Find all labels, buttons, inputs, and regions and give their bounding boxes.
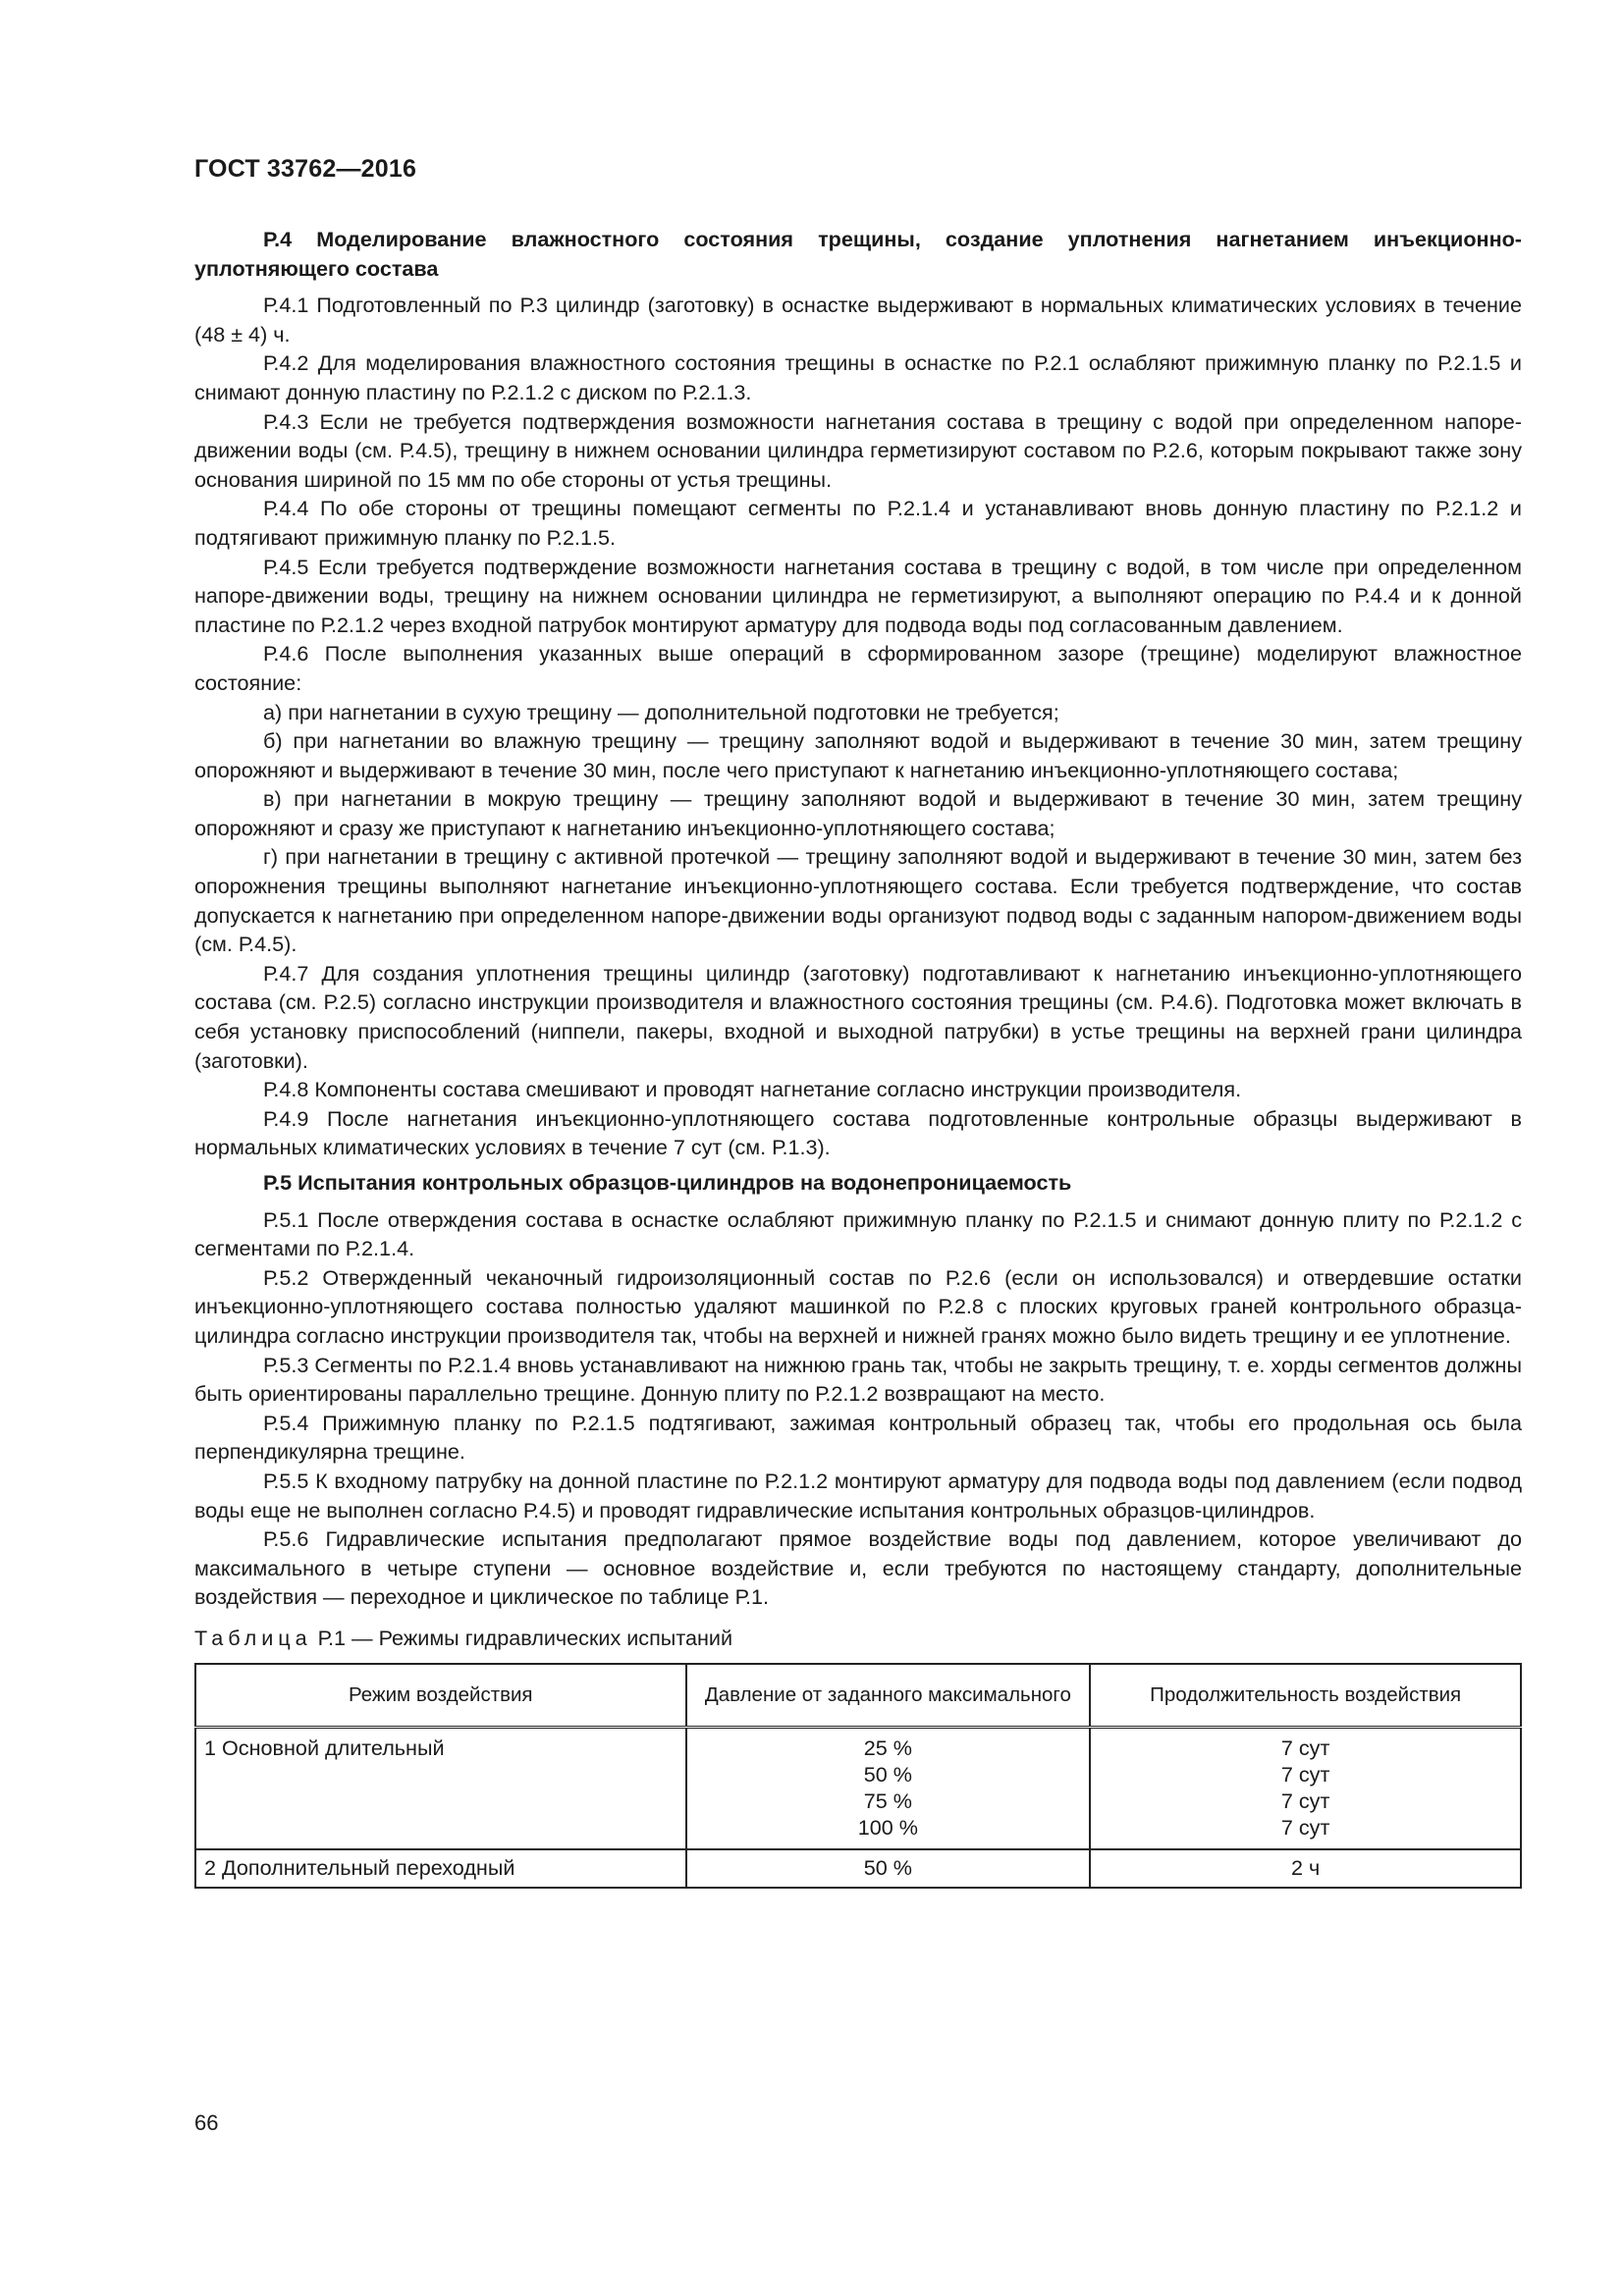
cell-value: 75 %: [863, 1788, 912, 1813]
paragraph-p5-5: Р.5.5 К входному патрубку на донной пластине по Р.2.1.2 монтируют арматуру для подвода воды под давлением (если подвод воды еще не выполнен согласно Р.4.5) и проводят гидравлические испытания контрольных образцов-цилиндров.: [194, 1468, 1522, 1522]
paragraph-p4-1: Р.4.1 Подготовленный по Р.3 цилиндр (заготовку) в оснастке выдерживают в нормальных климатических условиях в течение (48 ± 4) ч.: [194, 293, 1522, 347]
cell-value: 100 %: [857, 1814, 918, 1840]
list-item-b: б) при нагнетании во влажную трещину — трещину заполняют водой и выдерживают в течение 30 мин, затем трещину опорожняют и выдерживают в течение 30 мин, после чего приступают к нагнетанию инъекционно-уплотняющего состава;: [194, 728, 1522, 782]
header-duration: Продолжительность воздействия: [1090, 1664, 1521, 1728]
paragraph-p4-6: Р.4.6 После выполнения указанных выше операций в сформированном зазоре (трещине) моделируют влажностное состояние:: [194, 641, 1522, 695]
paragraph-p4-8: Р.4.8 Компоненты состава смешивают и проводят нагнетание согласно инструкции производителя.: [263, 1077, 1242, 1102]
section-title-p4: Р.4 Моделирование влажностного состояния трещины, создание уплотнения нагнетанием инъекционно-уплотняющего состава: [194, 227, 1522, 281]
cell-value: 7 сут: [1280, 1814, 1330, 1840]
paragraph-p5-6: Р.5.6 Гидравлические испытания предполагают прямое воздействие воды под давлением, которое увеличивают до максимального в четыре ступени — основное воздействие и, если требуются по настоящему стандарту, дополнительные воздействия — переходное и циклическое по таблице Р.1.: [194, 1526, 1522, 1610]
table-row: [195, 1849, 1521, 1888]
cell-value: 2 ч: [1290, 1854, 1321, 1880]
paragraph-p4-2: Р.4.2 Для моделирования влажностного состояния трещины в оснастке по Р.2.1 ослабляют прижимную планку по Р.2.1.5 и снимают донную пластину по Р.2.1.2 с диском по Р.2.1.3.: [194, 350, 1522, 404]
cell-pressure: [686, 1849, 1091, 1888]
paragraph-p4-5: Р.4.5 Если требуется подтверждение возможности нагнетания состава в трещину с водой, в том числе при определенном напоре-движении воды, трещину на нижнем основании цилиндра не герметизируют, а выполняют операцию по Р.4.4 и к донной пластине по Р.2.1.2 через входной патрубок монтируют арматуру для подвода воды под согласованным давлением.: [194, 554, 1522, 637]
table-row: [195, 1727, 1521, 1849]
paragraph-p4-4: Р.4.4 По обе стороны от трещины помещают сегменты по Р.2.1.4 и устанавливают вновь донную пластину по Р.2.1.2 и подтягивают прижимную планку по Р.2.1.5.: [194, 496, 1522, 550]
cell-value: 50 %: [863, 1854, 912, 1880]
page-number: 66: [194, 2110, 219, 2135]
paragraph-p5-1: Р.5.1 После отверждения состава в оснастке ослабляют прижимную планку по Р.2.1.5 и снимают донную плиту по Р.2.1.2 с сегментами по Р.2.1.4.: [194, 1206, 1522, 1261]
cell-value: 50 %: [863, 1761, 912, 1787]
cell-value: 7 сут: [1280, 1735, 1330, 1760]
cell-mode: 2 Дополнительный переходный: [195, 1849, 686, 1888]
table-header-row: [195, 1664, 1521, 1728]
list-item-v: в) при нагнетании в мокрую трещину — трещину заполняют водой и выдерживают в течение 30 мин, затем трещину опорожняют и сразу же приступают к нагнетанию инъекционно-уплотняющего состава;: [194, 786, 1522, 840]
cell-duration: [1090, 1727, 1521, 1849]
document-body: [194, 225, 1522, 1612]
paragraph-p4-3: Р.4.3 Если не требуется подтверждения возможности нагнетания состава в трещину с водой при определенном напоре-движении воды (см. Р.4.5), трещину в нижнем основании цилиндра герметизируют составом по Р.2.6, которым покрывают также зону основания шириной по 15 мм по обе стороны от устья трещины.: [194, 408, 1522, 492]
table-caption-prefix: Таблица: [194, 1625, 312, 1650]
table-caption: [194, 1626, 1522, 1651]
document-code-header: ГОСТ 33762—2016: [194, 155, 417, 183]
paragraph-p4-9: Р.4.9 После нагнетания инъекционно-уплотняющего состава подготовленные контрольные образцы выдерживают в нормальных климатических условиях в течение 7 сут (см. Р.1.3).: [194, 1105, 1522, 1160]
list-item-g: г) при нагнетании в трещину с активной протечкой — трещину заполняют водой и выдерживают в течение 30 мин, затем без опорожнения трещины выполняют нагнетание инъекционно-уплотняющего состава. Если требуется подтверждение, что состав допускается к нагнетанию при определенном напоре-движении воды организуют подвод воды с заданным напором-движением воды (см. Р.4.5).: [194, 844, 1522, 957]
section-title-p5: Р.5 Испытания контрольных образцов-цилиндров на водонепроницаемость: [263, 1170, 1072, 1195]
header-pressure: Давление от заданного максимального: [686, 1664, 1091, 1728]
cell-pressure: [686, 1727, 1091, 1849]
list-item-a: а) при нагнетании в сухую трещину — дополнительной подготовки не требуется;: [263, 699, 1059, 724]
table-caption-title: Р.1 — Режимы гидравлических испытаний: [317, 1625, 733, 1650]
paragraph-p5-3: Р.5.3 Сегменты по Р.2.1.4 вновь устанавливают на нижнюю грань так, чтобы не закрыть трещину, т. е. хорды сегментов должны быть ориентированы параллельно трещине. Донную плиту по Р.2.1.2 возвращают на место.: [194, 1352, 1522, 1407]
paragraph-p4-7: Р.4.7 Для создания уплотнения трещины цилиндр (заготовку) подготавливают к нагнетанию инъекционно-уплотняющего состава (см. Р.2.5) согласно инструкции производителя и влажностного состояния трещины (см. Р.4.6). Подготовка может включать в себя установку приспособлений (ниппели, пакеры, входной и выходной патрубки) в устье трещины на верхней грани цилиндра (заготовки).: [194, 960, 1522, 1073]
hydraulic-modes-table: [194, 1663, 1522, 1889]
cell-value: 25 %: [863, 1735, 912, 1760]
paragraph-p5-2: Р.5.2 Отвержденный чеканочный гидроизоляционный состав по Р.2.6 (если он использовался) и отвердевшие остатки инъекционно-уплотняющего состава полностью удаляют машинкой по Р.2.8 с плоских круговых граней контрольного образца-цилиндра согласно инструкции производителя так, чтобы на верхней и нижней гранях можно было видеть трещину и ее уплотнение.: [194, 1264, 1522, 1348]
cell-value: 7 сут: [1280, 1788, 1330, 1813]
document-page: [194, 155, 1522, 1889]
cell-duration: [1090, 1849, 1521, 1888]
cell-value: 7 сут: [1280, 1761, 1330, 1787]
paragraph-p5-4: Р.5.4 Прижимную планку по Р.2.1.5 подтягивают, зажимая контрольный образец так, чтобы его продольная ось была перпендикулярна трещине.: [194, 1410, 1522, 1465]
header-mode: Режим воздействия: [195, 1664, 686, 1728]
cell-mode: 1 Основной длительный: [195, 1727, 686, 1849]
